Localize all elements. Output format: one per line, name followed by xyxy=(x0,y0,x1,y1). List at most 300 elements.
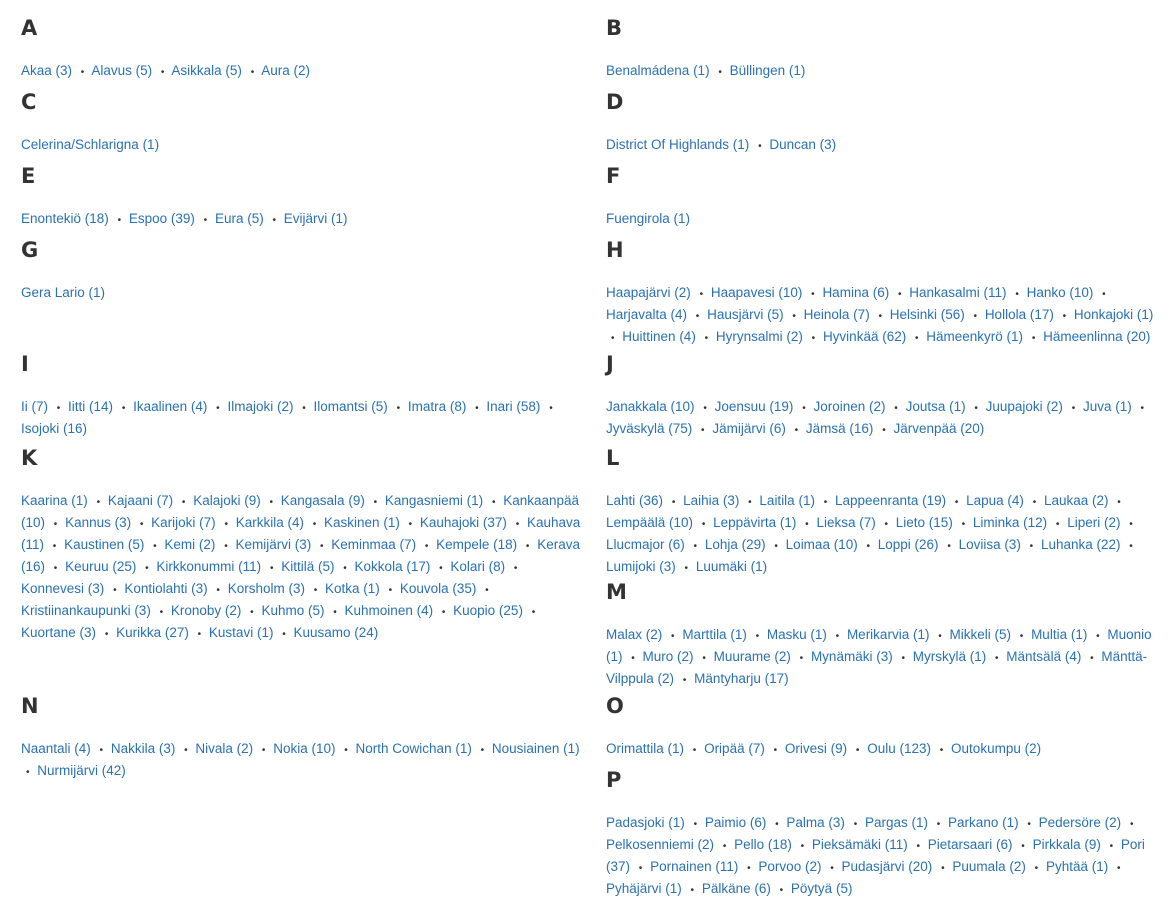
municipality-link[interactable]: Muonio (1) xyxy=(606,627,1152,664)
municipality-link[interactable]: Helsinki (56) xyxy=(889,307,965,322)
separator-dot: • xyxy=(800,841,805,852)
separator-dot: • xyxy=(475,403,479,414)
separator-dot: • xyxy=(1034,863,1039,874)
municipality-link[interactable]: Kirkkonummi (11) xyxy=(156,559,262,574)
municipality-link[interactable]: Hollola (17) xyxy=(984,307,1054,322)
separator-dot: • xyxy=(159,607,164,618)
section-a xyxy=(21,16,581,83)
separator-dot: • xyxy=(835,631,840,642)
municipality-link[interactable]: Kangasniemi (1) xyxy=(384,493,484,508)
separator-dot: • xyxy=(671,497,676,508)
municipality-link[interactable]: Hausjärvi (5) xyxy=(707,307,784,322)
separator-dot: • xyxy=(692,745,697,756)
municipality-link[interactable]: Nakkila (3) xyxy=(110,741,176,756)
municipality-link[interactable]: Muurame (2) xyxy=(713,649,791,664)
separator-dot: • xyxy=(695,311,700,322)
separator-dot: • xyxy=(884,519,889,530)
separator-dot: • xyxy=(1055,519,1060,530)
municipality-list xyxy=(606,209,1166,229)
separator-dot: • xyxy=(139,519,144,530)
municipality-link[interactable]: Mänttä-Vilppula (2) xyxy=(606,649,1148,686)
separator-dot: • xyxy=(480,745,485,756)
separator-dot: • xyxy=(261,745,266,756)
municipality-list xyxy=(21,61,581,83)
municipality-link[interactable]: Kauhava (11) xyxy=(21,515,581,552)
municipality-link[interactable]: Inari (58) xyxy=(486,399,541,414)
separator-dot: • xyxy=(312,519,317,530)
municipality-link[interactable]: Karijoki (7) xyxy=(151,515,216,530)
municipality-link[interactable]: Huittinen (4) xyxy=(622,329,696,344)
separator-dot: • xyxy=(485,585,489,596)
municipality-link[interactable]: Padasjoki (1) xyxy=(606,815,685,830)
separator-dot: • xyxy=(53,519,58,530)
municipality-link[interactable]: Evijärvi (1) xyxy=(283,211,348,226)
separator-dot: • xyxy=(671,631,675,642)
municipality-link[interactable]: Kalajoki (9) xyxy=(193,493,261,508)
municipality-link[interactable]: Aura (2) xyxy=(261,63,311,78)
municipality-link[interactable]: Marttila (1) xyxy=(682,627,747,642)
separator-dot: • xyxy=(855,745,860,756)
municipality-list xyxy=(21,135,581,155)
separator-dot: • xyxy=(269,497,273,508)
municipality-link[interactable]: Pelkosenniemi (2) xyxy=(606,837,715,852)
separator-dot: • xyxy=(682,675,687,686)
municipality-link[interactable]: Lappeenranta (19) xyxy=(835,493,947,508)
municipality-link[interactable]: Lapua (4) xyxy=(966,493,1024,508)
municipality-link[interactable]: Oripää (7) xyxy=(704,741,765,756)
separator-dot: • xyxy=(1129,819,1134,830)
separator-dot: • xyxy=(388,585,393,596)
municipality-link[interactable]: Kankaanpää (10) xyxy=(21,493,580,530)
municipality-link[interactable]: Pornainen (11) xyxy=(650,859,739,874)
municipality-link[interactable]: Pyhäjärvi (1) xyxy=(606,881,682,896)
municipality-list xyxy=(21,739,581,783)
separator-dot: • xyxy=(974,403,978,414)
separator-dot: • xyxy=(722,841,727,852)
separator-dot: • xyxy=(611,333,615,344)
separator-dot: • xyxy=(333,607,337,618)
municipality-link[interactable]: Juupajoki (2) xyxy=(985,399,1063,414)
section-h xyxy=(606,238,1166,349)
separator-dot: • xyxy=(916,841,920,852)
municipality-link[interactable]: Pello (18) xyxy=(734,837,792,852)
municipality-link[interactable]: Llucmajor (6) xyxy=(606,537,685,552)
municipality-link[interactable]: Mynämäki (3) xyxy=(810,649,893,664)
municipality-link[interactable]: Joroinen (2) xyxy=(813,399,886,414)
separator-dot: • xyxy=(823,497,828,508)
separator-dot: • xyxy=(272,215,277,226)
municipality-link[interactable]: Hämeenkyrö (1) xyxy=(926,329,1024,344)
separator-dot: • xyxy=(531,607,536,618)
separator-dot: • xyxy=(181,497,186,508)
separator-dot: • xyxy=(704,333,709,344)
municipality-link[interactable]: Akaa (3) xyxy=(21,63,73,78)
municipality-link[interactable]: Loviisa (3) xyxy=(958,537,1021,552)
municipality-link[interactable]: Liminka (12) xyxy=(972,515,1048,530)
separator-dot: • xyxy=(690,885,695,896)
municipality-link[interactable]: Kemijärvi (3) xyxy=(235,537,312,552)
municipality-link[interactable]: North Cowichan (1) xyxy=(355,741,472,756)
municipality-link[interactable]: Liperi (2) xyxy=(1067,515,1121,530)
municipality-link[interactable]: Iitti (14) xyxy=(68,399,114,414)
separator-dot: • xyxy=(184,745,188,756)
municipality-link[interactable]: Orimattila (1) xyxy=(606,741,685,756)
municipality-list xyxy=(606,491,1166,579)
municipality-link[interactable]: Hyvinkää (62) xyxy=(822,329,907,344)
separator-dot: • xyxy=(794,425,799,436)
municipality-link[interactable]: Hamina (6) xyxy=(822,285,890,300)
municipality-link[interactable]: Eura (5) xyxy=(214,211,264,226)
municipality-link[interactable]: Kristiinankaupunki (3) xyxy=(21,603,151,618)
municipality-link[interactable]: Honkajoki (1) xyxy=(1073,307,1154,322)
municipality-link[interactable]: Luumäki (1) xyxy=(695,559,768,574)
municipality-link[interactable]: Pietarsaari (6) xyxy=(927,837,1013,852)
municipality-link[interactable]: Lohja (29) xyxy=(704,537,766,552)
municipality-link[interactable]: Laihia (3) xyxy=(683,493,740,508)
municipality-link[interactable]: Kuhmoinen (4) xyxy=(344,603,434,618)
municipality-link[interactable]: Parkano (1) xyxy=(948,815,1019,830)
municipality-link[interactable]: Pori (37) xyxy=(606,837,1145,874)
separator-dot: • xyxy=(758,141,762,152)
section-o xyxy=(606,694,1166,761)
municipality-link[interactable]: Heinola (7) xyxy=(803,307,870,322)
municipality-list xyxy=(21,283,581,303)
separator-dot: • xyxy=(936,819,941,830)
section-letter: B xyxy=(606,16,623,40)
separator-dot: • xyxy=(1032,497,1037,508)
separator-dot: • xyxy=(160,67,165,78)
municipality-link[interactable]: Mikkeli (5) xyxy=(949,627,1012,642)
municipality-link[interactable]: Nurmijärvi (42) xyxy=(37,763,126,778)
municipality-link[interactable]: Janakkala (10) xyxy=(606,399,695,414)
municipality-link[interactable]: Merikarvia (1) xyxy=(846,627,930,642)
separator-dot: • xyxy=(894,403,898,414)
municipality-link[interactable]: Kajaani (7) xyxy=(107,493,174,508)
municipality-link[interactable]: Pudasjärvi (20) xyxy=(841,859,933,874)
separator-dot: • xyxy=(549,403,553,414)
municipality-link[interactable]: Kuusamo (24) xyxy=(293,625,379,640)
separator-dot: • xyxy=(26,767,30,778)
separator-dot: • xyxy=(701,519,706,530)
municipality-link[interactable]: Fuengirola (1) xyxy=(606,211,691,226)
municipality-link[interactable]: Pälkäne (6) xyxy=(701,881,771,896)
municipality-link[interactable]: Ilomantsi (5) xyxy=(313,399,388,414)
separator-dot: • xyxy=(699,289,704,300)
municipality-link[interactable]: Benalmádena (1) xyxy=(606,63,710,78)
municipality-link[interactable]: Lumijoki (3) xyxy=(606,559,676,574)
municipality-link[interactable]: Malax (2) xyxy=(606,627,663,642)
section-letter: A xyxy=(21,16,38,40)
municipality-link[interactable]: Pieksämäki (11) xyxy=(811,837,908,852)
municipality-link[interactable]: Muro (2) xyxy=(642,649,694,664)
separator-dot: • xyxy=(1117,497,1121,508)
municipality-link[interactable]: Kauhajoki (37) xyxy=(419,515,507,530)
municipality-list xyxy=(21,397,581,439)
municipality-link[interactable]: Asikkala (5) xyxy=(171,63,242,78)
separator-dot: • xyxy=(203,215,208,226)
section-letter: M xyxy=(606,580,627,604)
separator-dot: • xyxy=(216,585,220,596)
section-letter: E xyxy=(21,164,36,188)
separator-dot: • xyxy=(1129,519,1133,530)
municipality-link[interactable]: Kittilä (5) xyxy=(281,559,335,574)
separator-dot: • xyxy=(302,403,306,414)
municipality-list xyxy=(606,739,1166,761)
separator-dot: • xyxy=(939,745,944,756)
municipality-list xyxy=(606,397,1166,441)
separator-dot: • xyxy=(973,311,978,322)
separator-dot: • xyxy=(343,563,347,574)
municipality-link[interactable]: Hankasalmi (11) xyxy=(909,285,1007,300)
municipality-link[interactable]: Kontiolahti (3) xyxy=(124,581,208,596)
separator-dot: • xyxy=(441,607,446,618)
municipality-link[interactable]: Kokkola (17) xyxy=(354,559,431,574)
municipality-link[interactable]: Loimaa (10) xyxy=(785,537,858,552)
separator-dot: • xyxy=(1021,841,1025,852)
separator-dot: • xyxy=(525,541,530,552)
municipality-link[interactable]: Kolari (8) xyxy=(450,559,506,574)
separator-dot: • xyxy=(631,653,635,664)
municipality-link[interactable]: Kangasala (9) xyxy=(280,493,365,508)
section-letter: K xyxy=(21,446,38,470)
separator-dot: • xyxy=(995,653,999,664)
separator-dot: • xyxy=(853,819,858,830)
municipality-link[interactable]: Ii (7) xyxy=(21,399,48,414)
municipality-link[interactable]: Isojoki (16) xyxy=(21,421,88,436)
municipality-link[interactable]: Lieto (15) xyxy=(895,515,953,530)
municipality-link[interactable]: Pöytyä (5) xyxy=(790,881,853,896)
municipality-link[interactable]: Mäntyharju (17) xyxy=(694,671,789,686)
municipality-link[interactable]: District Of Highlands (1) xyxy=(606,137,750,152)
municipality-link[interactable]: Lahti (36) xyxy=(606,493,664,508)
municipality-link[interactable]: Nokia (10) xyxy=(273,741,336,756)
municipality-link[interactable]: Laitila (1) xyxy=(759,493,815,508)
municipality-link[interactable]: Oulu (123) xyxy=(867,741,931,756)
section-n xyxy=(21,694,581,783)
municipality-link[interactable]: Pyhtää (1) xyxy=(1045,859,1109,874)
municipality-list xyxy=(606,625,1166,691)
separator-dot: • xyxy=(121,403,126,414)
municipality-link[interactable]: Luhanka (22) xyxy=(1040,537,1121,552)
municipality-link[interactable]: Kouvola (35) xyxy=(399,581,477,596)
municipality-link[interactable]: Celerina/Schlarigna (1) xyxy=(21,137,160,152)
municipality-link[interactable]: Gera Lario (1) xyxy=(21,285,106,300)
municipality-link[interactable]: Kaustinen (5) xyxy=(64,537,145,552)
separator-dot: • xyxy=(491,497,496,508)
separator-dot: • xyxy=(702,653,706,664)
municipality-link[interactable]: Palma (3) xyxy=(786,815,845,830)
municipality-link[interactable]: Joensuu (19) xyxy=(714,399,794,414)
section-i xyxy=(21,352,581,439)
municipality-link[interactable]: Hyrynsalmi (2) xyxy=(715,329,803,344)
separator-dot: • xyxy=(878,311,882,322)
section-letter: G xyxy=(21,238,39,262)
section-letter: O xyxy=(606,694,624,718)
section-letter: D xyxy=(606,90,624,114)
separator-dot: • xyxy=(424,541,429,552)
separator-dot: • xyxy=(313,585,318,596)
section-j xyxy=(606,352,1166,441)
municipality-link[interactable]: Loppi (26) xyxy=(877,537,939,552)
separator-dot: • xyxy=(515,519,520,530)
municipality-link[interactable]: Konnevesi (3) xyxy=(21,581,105,596)
municipality-link[interactable]: Korsholm (3) xyxy=(227,581,305,596)
separator-dot: • xyxy=(718,67,722,78)
municipality-link[interactable]: Juva (1) xyxy=(1082,399,1132,414)
municipality-link[interactable]: Järvenpää (20) xyxy=(893,421,985,436)
separator-dot: • xyxy=(773,745,778,756)
separator-dot: • xyxy=(117,215,122,226)
separator-dot: • xyxy=(344,745,348,756)
separator-dot: • xyxy=(99,745,104,756)
separator-dot: • xyxy=(1031,333,1036,344)
municipality-link[interactable]: Jyväskylä (75) xyxy=(606,421,693,436)
municipality-list xyxy=(606,135,1166,157)
municipality-link[interactable]: Kurikka (27) xyxy=(116,625,189,640)
municipality-link[interactable]: Büllingen (1) xyxy=(729,63,806,78)
separator-dot: • xyxy=(1116,863,1121,874)
separator-dot: • xyxy=(1062,311,1067,322)
separator-dot: • xyxy=(1090,653,1094,664)
municipality-link[interactable]: Kaskinen (1) xyxy=(324,515,400,530)
separator-dot: • xyxy=(282,629,286,640)
separator-dot: • xyxy=(775,819,779,830)
municipality-link[interactable]: Kerava (16) xyxy=(21,537,580,574)
section-p xyxy=(606,768,1166,901)
municipality-link[interactable]: Jämijärvi (6) xyxy=(712,421,786,436)
separator-dot: • xyxy=(1029,541,1034,552)
separator-dot: • xyxy=(748,497,752,508)
municipality-link[interactable]: Pedersöre (2) xyxy=(1038,815,1122,830)
municipality-link[interactable]: Kuortane (3) xyxy=(21,625,97,640)
separator-dot: • xyxy=(269,563,274,574)
municipality-link[interactable]: Pargas (1) xyxy=(864,815,928,830)
section-letter: I xyxy=(21,352,29,376)
municipality-link[interactable]: Enontekiö (18) xyxy=(21,211,109,226)
municipality-link[interactable]: Kannus (3) xyxy=(65,515,132,530)
municipality-link[interactable]: Myrskylä (1) xyxy=(912,649,987,664)
municipality-link[interactable]: Naantali (4) xyxy=(21,741,91,756)
municipality-link[interactable]: Lempäälä (10) xyxy=(606,515,694,530)
municipality-link[interactable]: Puumala (2) xyxy=(952,859,1026,874)
section-g xyxy=(21,238,581,303)
municipality-link[interactable]: Lieksa (7) xyxy=(816,515,876,530)
municipality-link[interactable]: Pirkkala (9) xyxy=(1032,837,1101,852)
section-k xyxy=(21,446,581,645)
municipality-list xyxy=(606,61,1166,83)
separator-dot: • xyxy=(1109,841,1114,852)
separator-dot: • xyxy=(901,653,905,664)
section-l xyxy=(606,446,1166,579)
separator-dot: • xyxy=(113,585,117,596)
separator-dot: • xyxy=(80,67,85,78)
separator-dot: • xyxy=(799,653,804,664)
section-letter: P xyxy=(606,768,622,792)
municipality-link[interactable]: Kuhmo (5) xyxy=(261,603,325,618)
municipality-link[interactable]: Ilmajoki (2) xyxy=(227,399,294,414)
municipality-link[interactable]: Kustavi (1) xyxy=(208,625,274,640)
separator-dot: • xyxy=(1096,631,1100,642)
separator-dot: • xyxy=(216,403,220,414)
section-c xyxy=(21,90,581,155)
separator-dot: • xyxy=(52,541,57,552)
separator-dot: • xyxy=(153,541,157,552)
separator-dot: • xyxy=(947,541,951,552)
separator-dot: • xyxy=(104,629,109,640)
municipality-link[interactable]: Keminmaa (7) xyxy=(331,537,417,552)
municipality-list xyxy=(21,209,581,231)
municipality-link[interactable]: Haapavesi (10) xyxy=(710,285,803,300)
municipality-link[interactable]: Duncan (3) xyxy=(769,137,837,152)
municipality-link[interactable]: Jämsä (16) xyxy=(805,421,874,436)
separator-dot: • xyxy=(811,289,815,300)
municipality-link[interactable]: Ikaalinen (4) xyxy=(133,399,208,414)
separator-dot: • xyxy=(882,425,886,436)
municipality-link[interactable]: Kotka (1) xyxy=(325,581,380,596)
municipality-link[interactable]: Kempele (18) xyxy=(436,537,518,552)
municipality-link[interactable]: Kaarina (1) xyxy=(21,493,88,508)
municipality-link[interactable]: Multia (1) xyxy=(1031,627,1088,642)
separator-dot: • xyxy=(224,519,228,530)
separator-dot: • xyxy=(439,563,443,574)
separator-dot: • xyxy=(1102,289,1106,300)
separator-dot: • xyxy=(96,497,101,508)
municipality-link[interactable]: Espoo (39) xyxy=(128,211,195,226)
municipality-link[interactable]: Hanko (10) xyxy=(1026,285,1094,300)
municipality-link[interactable]: Imatra (8) xyxy=(407,399,467,414)
municipality-link[interactable]: Leppävirta (1) xyxy=(713,515,797,530)
municipality-link[interactable]: Kuopio (25) xyxy=(453,603,523,618)
separator-dot: • xyxy=(684,563,689,574)
separator-dot: • xyxy=(1140,403,1145,414)
separator-dot: • xyxy=(961,519,966,530)
municipality-link[interactable]: Nivala (2) xyxy=(195,741,254,756)
municipality-link[interactable]: Hämeenlinna (20) xyxy=(1043,329,1151,344)
municipality-link[interactable]: Masku (1) xyxy=(766,627,827,642)
municipality-link[interactable]: Outokumpu (2) xyxy=(951,741,1042,756)
municipality-list xyxy=(21,491,581,645)
municipality-link[interactable]: Nousiainen (1) xyxy=(491,741,580,756)
separator-dot: • xyxy=(914,333,919,344)
municipality-link[interactable]: Mäntsälä (4) xyxy=(1006,649,1082,664)
separator-dot: • xyxy=(145,563,149,574)
municipality-link[interactable]: Porvoo (2) xyxy=(758,859,822,874)
municipality-link[interactable]: Haapajärvi (2) xyxy=(606,285,691,300)
separator-dot: • xyxy=(250,607,254,618)
municipality-link[interactable]: Laukaa (2) xyxy=(1043,493,1109,508)
municipality-link[interactable]: Orivesi (9) xyxy=(784,741,848,756)
municipality-link[interactable]: Karkkila (4) xyxy=(235,515,304,530)
municipality-link[interactable]: Joutsa (1) xyxy=(905,399,966,414)
section-letter: N xyxy=(21,694,39,718)
municipality-link[interactable]: Kemi (2) xyxy=(164,537,216,552)
municipality-link[interactable]: Keuruu (25) xyxy=(65,559,137,574)
separator-dot: • xyxy=(954,497,959,508)
separator-dot: • xyxy=(513,563,518,574)
separator-dot: • xyxy=(1071,403,1076,414)
separator-dot: • xyxy=(320,541,324,552)
municipality-link[interactable]: Paimio (6) xyxy=(704,815,767,830)
separator-dot: • xyxy=(224,541,228,552)
separator-dot: • xyxy=(802,403,806,414)
separator-dot: • xyxy=(938,631,942,642)
separator-dot: • xyxy=(197,629,202,640)
separator-dot: • xyxy=(373,497,378,508)
municipality-link[interactable]: Kronoby (2) xyxy=(170,603,242,618)
municipality-link[interactable]: Harjavalta (4) xyxy=(606,307,688,322)
municipality-link[interactable]: Alavus (5) xyxy=(91,63,153,78)
separator-dot: • xyxy=(747,863,751,874)
